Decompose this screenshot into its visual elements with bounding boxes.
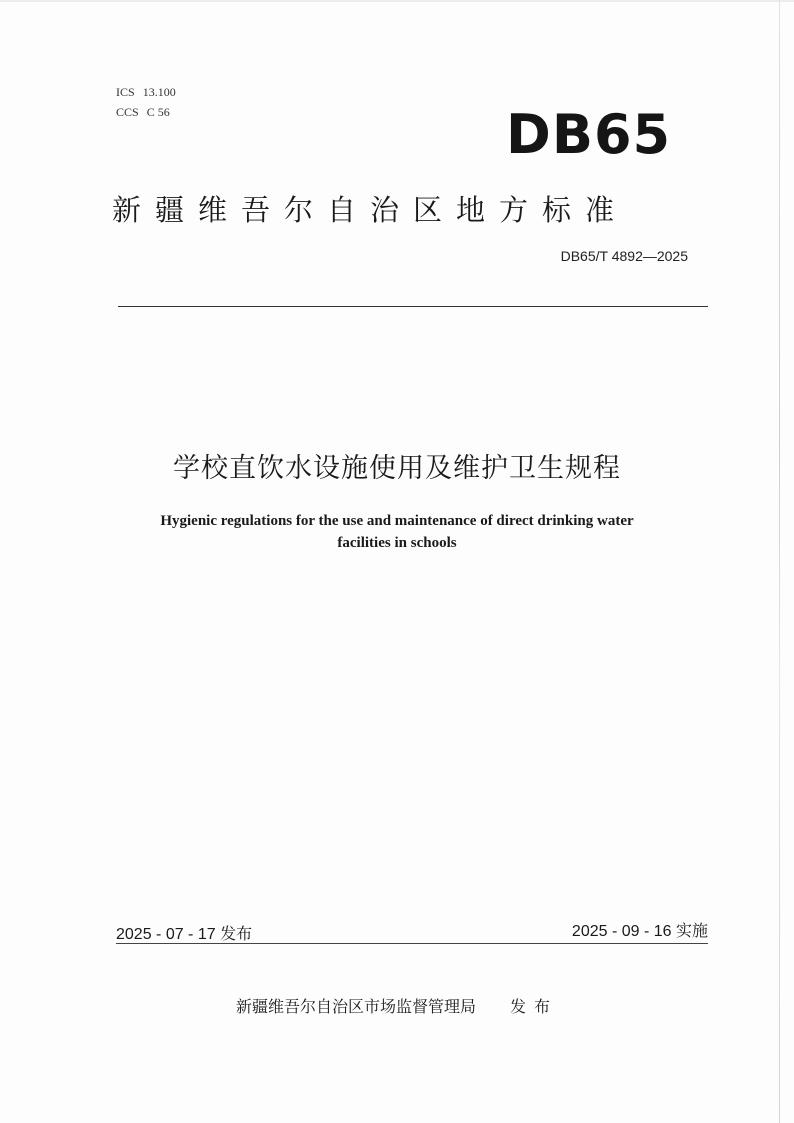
publisher-line (236, 994, 558, 1017)
document-title-english (97, 510, 697, 554)
top-divider (118, 306, 708, 307)
standard-category-title: 新疆维吾尔自治区地方标准 (112, 193, 629, 227)
ccs-label: CCS (116, 105, 139, 119)
ics-code (116, 82, 176, 102)
english-title-line-2: facilities in schools (337, 535, 457, 551)
standard-number: DB65/T 4892—2025 (560, 248, 688, 264)
bottom-divider (116, 943, 708, 944)
db65-logo: DB65 (506, 103, 672, 166)
issue-date: 2025 - 07 - 17 发布 (116, 926, 253, 943)
implementation-date: 2025 - 09 - 16 实施 (571, 923, 708, 940)
scan-top-edge (0, 0, 794, 2)
ics-value: 13.100 (142, 85, 176, 99)
ccs-value: C 56 (146, 105, 170, 119)
ccs-code (116, 102, 176, 122)
document-title-chinese: 学校直饮水设施使用及维护卫生规程 (173, 453, 621, 484)
publisher-action: 发布 (510, 997, 559, 1016)
classification-codes (116, 82, 176, 122)
ics-label: ICS (116, 85, 135, 99)
scan-right-edge (779, 0, 780, 1123)
publisher-name: 新疆维吾尔自治区市场监督管理局 (236, 997, 477, 1016)
english-title-line-1: Hygienic regulations for the use and maintenance of direct drinking water (160, 513, 634, 529)
